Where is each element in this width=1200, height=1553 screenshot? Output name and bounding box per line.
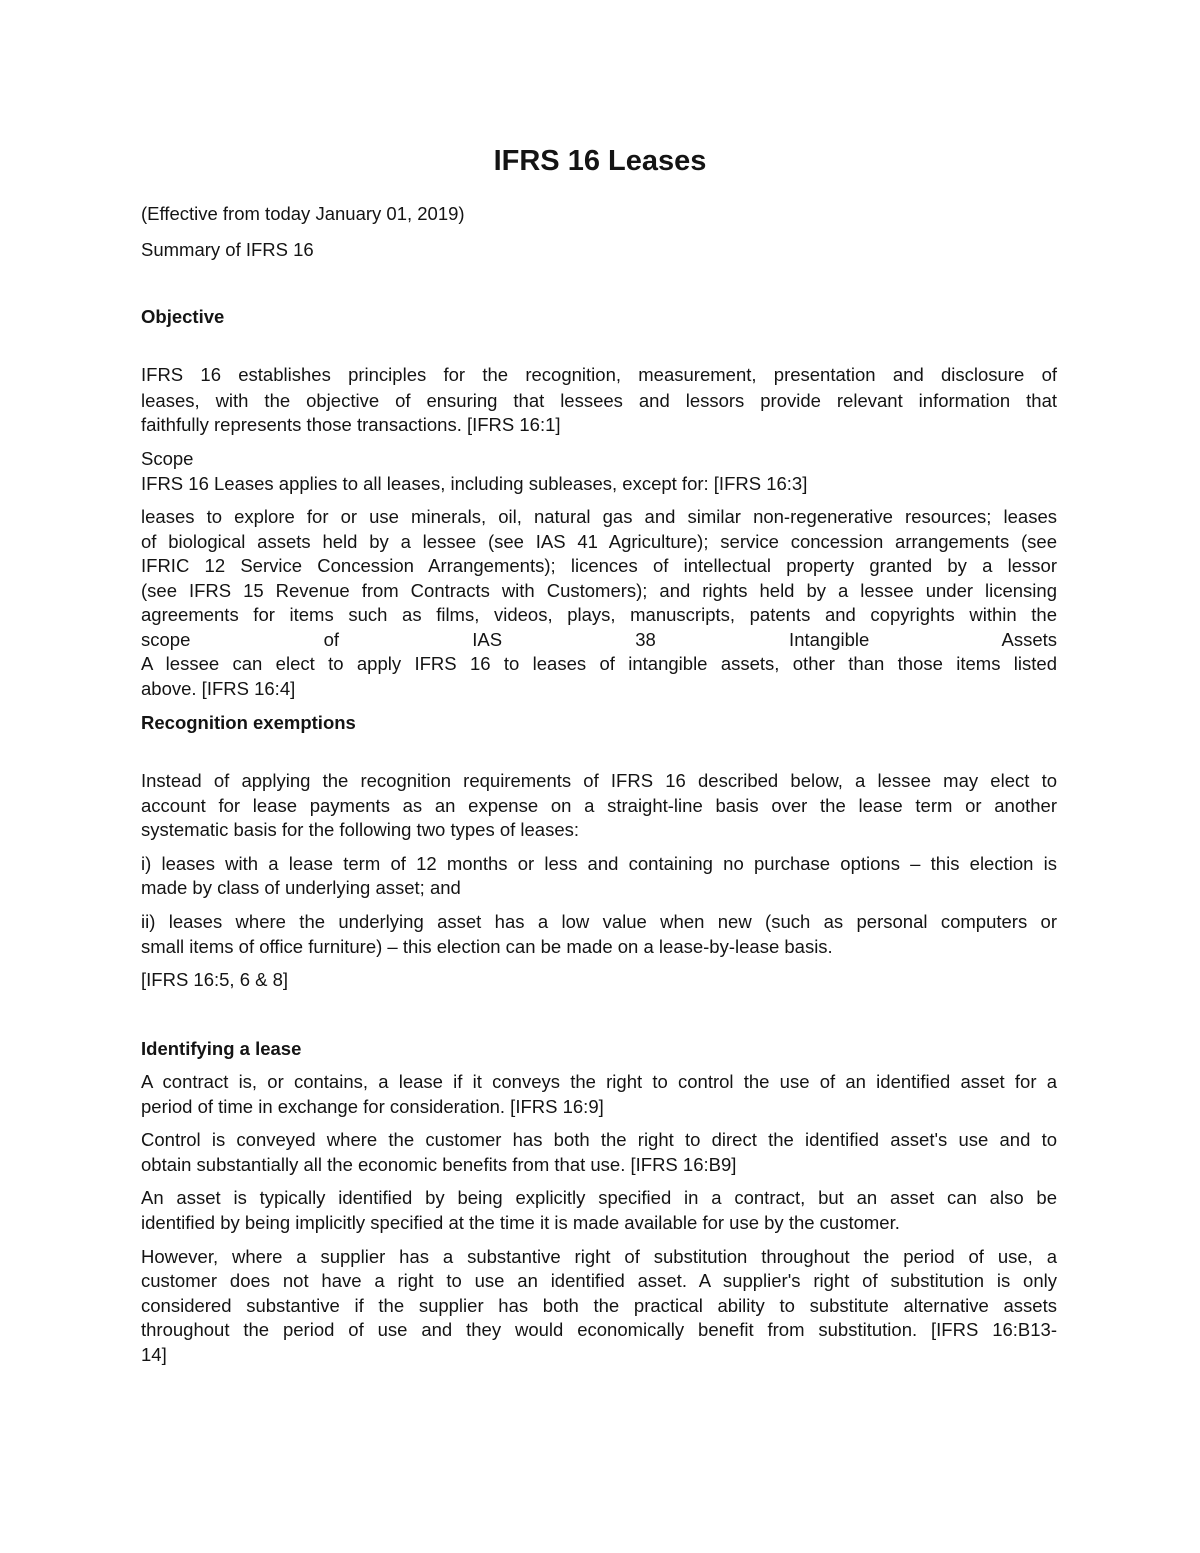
scope-line: IFRIC 12 Service Concession Arrangements); licences of intellectual property granted by a lessor <box>141 555 1057 576</box>
exemption-item-1: i) leases with a lease term of 12 months or less and containing no purchase options – this election is <box>141 853 1057 874</box>
identifying-line: obtain substantially all the economic benefits from that use. [IFRS 16:B9] <box>141 1154 737 1175</box>
identifying-heading: Identifying a lease <box>141 1038 302 1059</box>
exemption-item-2: small items of office furniture) – this election can be made on a lease-by-lease basis. <box>141 936 833 957</box>
identifying-line: However, where a supplier has a substantive right of substitution throughout the period of use, a <box>141 1246 1057 1267</box>
exemptions-reference: [IFRS 16:5, 6 & 8] <box>141 969 289 990</box>
exemptions-line: Instead of applying the recognition requirements of IFRS 16 described below, a lessee may elect to <box>141 770 1057 791</box>
summary-line: Summary of IFRS 16 <box>141 239 314 260</box>
document-title: IFRS 16 Leases <box>493 145 707 177</box>
identifying-line: customer does not have a right to use an identified asset. A supplier's right of substitution is only <box>141 1270 1057 1291</box>
objective-line: leases, with the objective of ensuring that lessees and lessors provide relevant information that <box>141 390 1057 411</box>
identifying-line: period of time in exchange for consideration. [IFRS 16:9] <box>141 1096 604 1117</box>
scope-line: leases to explore for or use minerals, oil, natural gas and similar non-regenerative resources; leases <box>141 506 1057 527</box>
scope-line: agreements for items such as films, videos, plays, manuscripts, patents and copyrights within the <box>141 604 1057 625</box>
scope-line: A lessee can elect to apply IFRS 16 to leases of intangible assets, other than those items listed <box>141 653 1057 674</box>
objective-line: faithfully represents those transactions. [IFRS 16:1] <box>141 414 561 435</box>
scope-line: above. [IFRS 16:4] <box>141 678 296 699</box>
scope-line: of biological assets held by a lessee (see IAS 41 Agriculture); service concession arrangements (see <box>141 531 1057 552</box>
scope-heading: Scope <box>141 448 194 469</box>
identifying-line: 14] <box>141 1344 167 1365</box>
identifying-line: A contract is, or contains, a lease if it conveys the right to control the use of an identified asset for a <box>141 1071 1057 1092</box>
scope-line: scope of IAS 38 Intangible Assets <box>141 629 1057 650</box>
identifying-line: An asset is typically identified by being explicitly specified in a contract, but an asset can also be <box>141 1187 1057 1208</box>
exemption-item-1: made by class of underlying asset; and <box>141 877 461 898</box>
scope-line: (see IFRS 15 Revenue from Contracts with Customers); and rights held by a lessee under licensing <box>141 580 1057 601</box>
exemptions-line: systematic basis for the following two types of leases: <box>141 819 580 840</box>
effective-date: (Effective from today January 01, 2019) <box>141 203 465 224</box>
identifying-line: considered substantive if the supplier has both the practical ability to substitute alternative assets <box>141 1295 1057 1316</box>
scope-intro: IFRS 16 Leases applies to all leases, including subleases, except for: [IFRS 16:3] <box>141 473 808 494</box>
exemptions-line: account for lease payments as an expense on a straight-line basis over the lease term or another <box>141 795 1057 816</box>
identifying-line: Control is conveyed where the customer has both the right to direct the identified asset's use and to <box>141 1129 1057 1150</box>
exemption-item-2: ii) leases where the underlying asset has a low value when new (such as personal computers or <box>141 911 1057 932</box>
objective-line: IFRS 16 establishes principles for the recognition, measurement, presentation and disclosure of <box>141 364 1057 385</box>
identifying-line: throughout the period of use and they would economically benefit from substitution. [IFRS 16:B13- <box>141 1319 1057 1340</box>
identifying-line: identified by being implicitly specified at the time it is made available for use by the customer. <box>141 1212 900 1233</box>
objective-heading: Objective <box>141 306 225 327</box>
exemptions-heading: Recognition exemptions <box>141 712 356 733</box>
